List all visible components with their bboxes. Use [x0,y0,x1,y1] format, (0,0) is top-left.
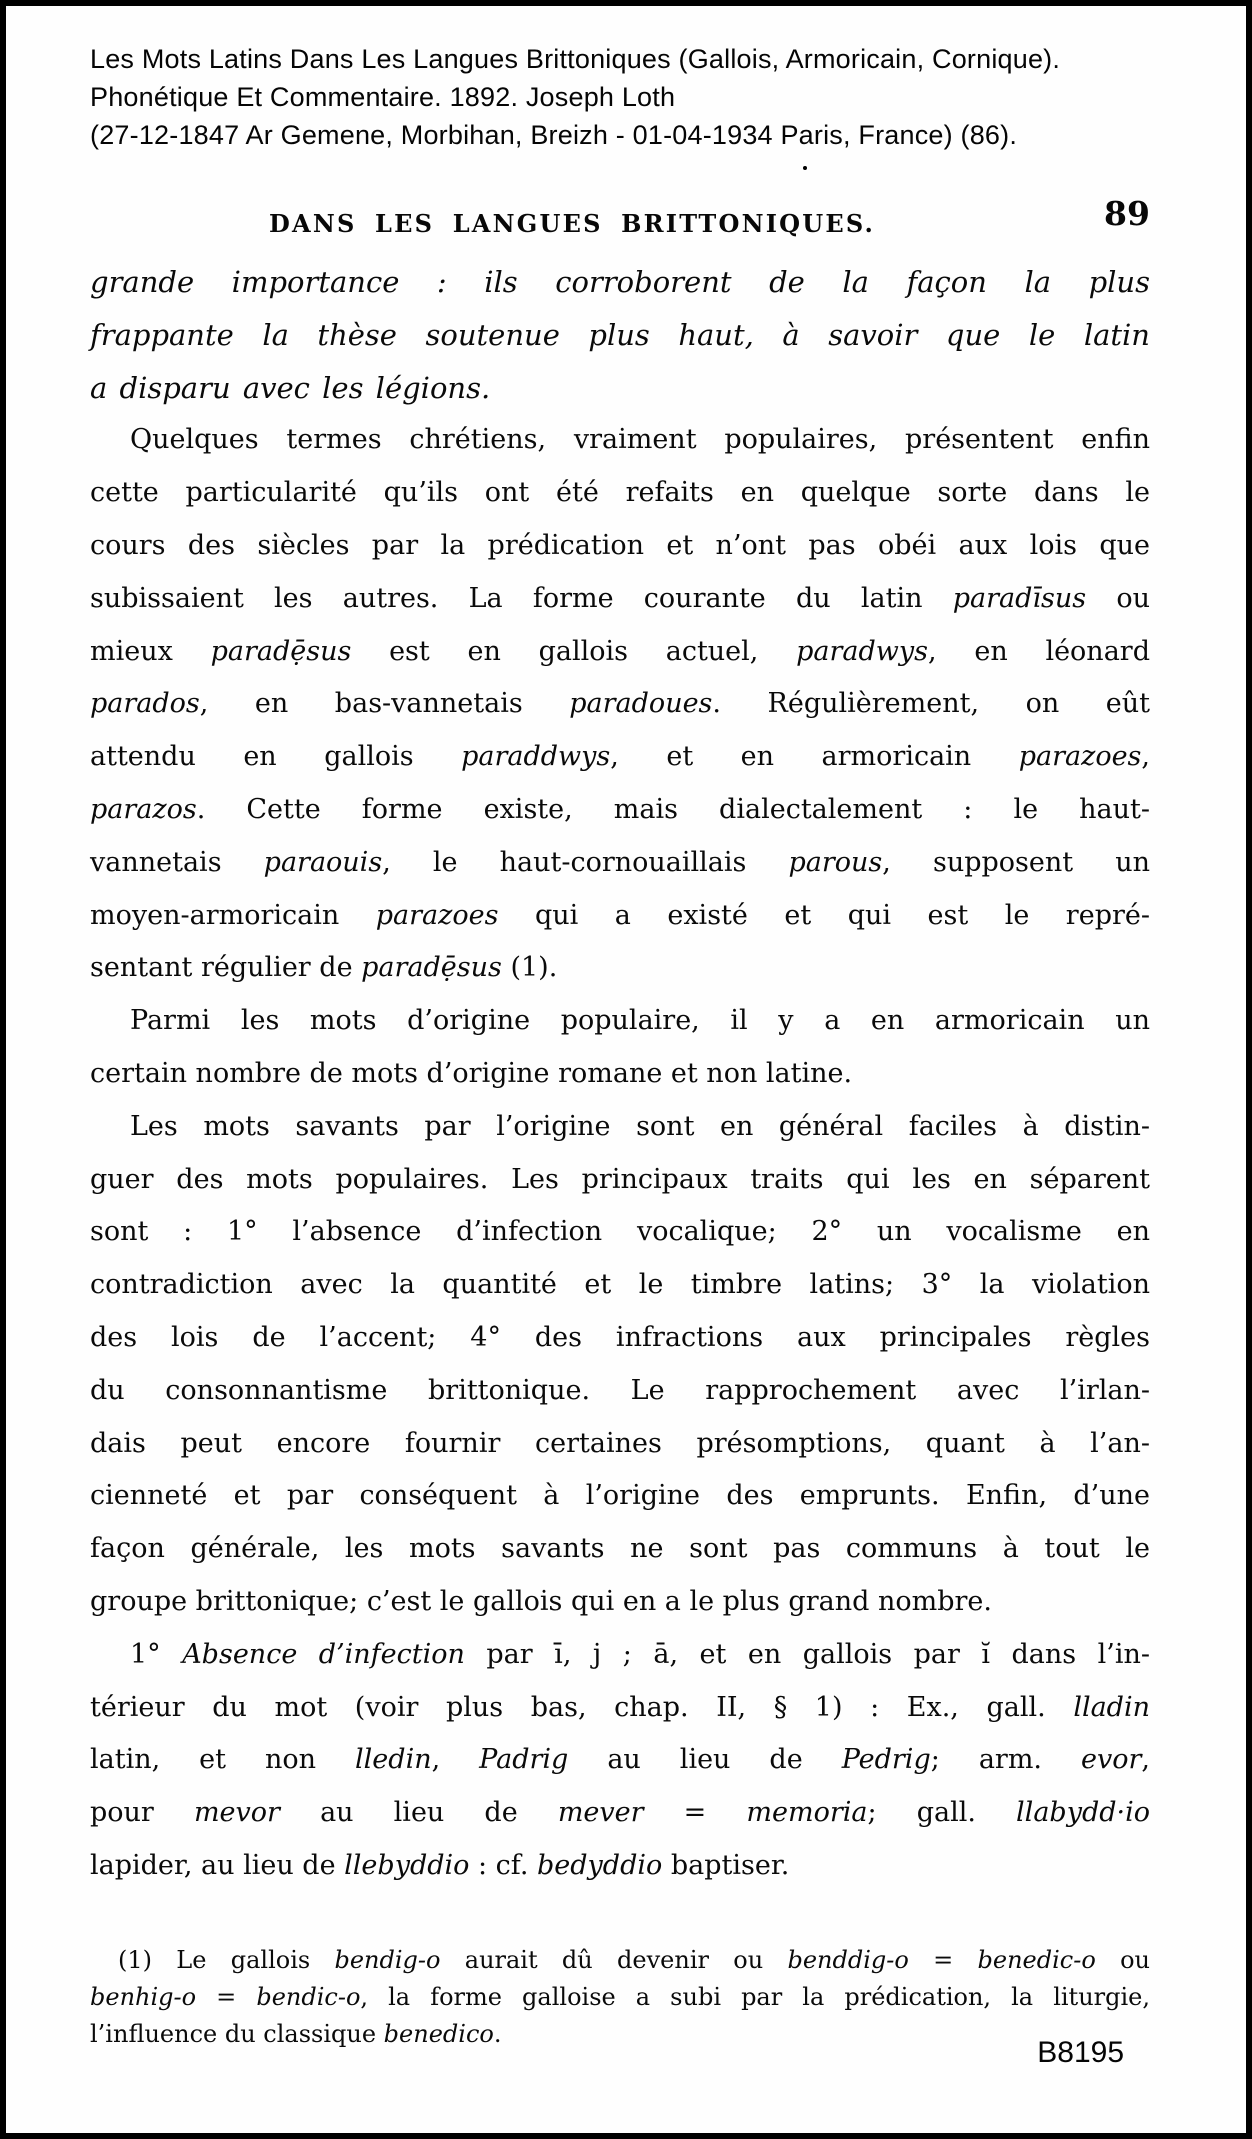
text-line [90,995,1150,1048]
paragraph [90,414,1150,995]
text-run: grande importance : ils corroborent de la façon la plus [90,265,1150,299]
text-run: aurait dû devenir ou [440,1946,788,1974]
italic-run: parous [788,846,883,878]
text-run: l’influence du classique [90,2020,384,2048]
page-number: 89 [1104,194,1150,233]
italic-run: lladin [1073,1691,1150,1723]
italic-run: evor [1081,1744,1142,1776]
text-run: façon générale, les mots savants ne sont pas communs à tout le [90,1533,1150,1565]
text-line [90,1787,1150,1840]
italic-run: paradoues [569,688,713,720]
text-run: au lieu de [279,1797,558,1829]
text-run: , supposent un [882,846,1150,878]
text-run: : cf. [469,1849,537,1881]
text-run: subissaient les autres. La forme courante du latin [90,582,953,614]
text-line [90,1576,1150,1629]
text-run: certain nombre de mots d’origine romane et non latine. [90,1057,853,1089]
text-line [90,942,1150,995]
text-line [90,414,1150,467]
italic-run: parazoes [375,899,499,931]
text-run: au lieu de [568,1744,842,1776]
text-run: térieur du mot (voir plus bas, chap. II, § 1) : Ex., gall. [90,1691,1074,1723]
text-line [90,1734,1150,1787]
paragraph [90,1942,1150,2053]
text-line [90,573,1150,626]
text-run: Les mots savants par l’origine sont en général faciles à distin- [130,1110,1150,1142]
italic-run: paradẹ̄sus [210,635,352,667]
text-run: a disparu avec les légions. [90,370,491,405]
italic-run: paraouis [263,846,383,878]
scan-speck [803,166,807,170]
text-run: frappante la thèse soutenue plus haut, à savoir que le latin [90,317,1150,352]
italic-run: bendig-o [334,1946,441,1974]
italic-run: benedico [383,2020,494,2048]
italic-run: mever [557,1797,644,1829]
italic-run: parados [90,688,200,720]
text-line [90,1682,1150,1735]
text-line [90,1154,1150,1207]
text-line [90,2016,1150,2053]
text-run: par ī, j ; ā, et en gallois par ĭ dans l’in- [464,1638,1151,1670]
italic-run: Absence d’infection [182,1638,465,1670]
text-run: . Cette forme existe, mais dialectalement : le haut- [196,793,1150,825]
text-run: , et en armoricain [610,741,1019,773]
text-line [90,890,1150,943]
text-run: mieux [90,635,211,667]
text-run: lapider, au lieu de [90,1849,345,1881]
text-run: dais peut encore fournir certaines présomptions, quant à l’an- [90,1427,1150,1459]
text-run: vannetais [90,846,264,878]
text-run: Parmi les mots d’origine populaire, il y a en armoricain un [130,1005,1150,1037]
catalog-header [90,40,1170,154]
text-run: (1). [501,952,558,984]
text-run: ; gall. [867,1797,1017,1829]
italic-run: bendic-o [256,1983,361,2011]
text-run: = [196,1983,257,2011]
italic-run: paradẹ̄sus [361,952,502,984]
text-line [90,309,1150,362]
footnote [90,1942,1150,2053]
paragraph [90,256,1150,414]
text-run: sentant régulier de [90,952,362,984]
italic-run: parazos [90,793,197,825]
italic-run: benhig-o [90,1983,197,2011]
text-run: . [493,2020,502,2048]
text-line [90,1259,1150,1312]
text-run: pour [90,1797,194,1829]
italic-run: paradwys [796,635,929,667]
text-run: est en gallois actuel, [351,635,797,667]
text-run: , la forme galloise a subi par la prédication, la liturgie, [360,1983,1150,2011]
italic-run: Pedrig [841,1744,931,1776]
text-run: latin, et non [90,1744,356,1776]
text-run: , [1141,1744,1150,1776]
catalog-header-line: Phonétique Et Commentaire. 1892. Joseph Loth [90,82,676,112]
text-line [90,784,1150,837]
text-run: ; arm. [930,1744,1081,1776]
text-line [90,1048,1150,1101]
text-line [90,520,1150,573]
text-line [90,1206,1150,1259]
text-run: , en léonard [928,635,1150,667]
text-line [90,1418,1150,1471]
text-run: (1) Le gallois [118,1946,335,1974]
text-line [90,1365,1150,1418]
text-line [90,837,1150,890]
shelfmark-stamp: B8195 [1037,2036,1124,2069]
text-line [90,362,1150,415]
text-run: cienneté et par conséquent à l’origine des emprunts. Enfin, d’une [90,1480,1150,1512]
paragraph [90,995,1150,1101]
text-run: du consonnantisme brittonique. Le rapprochement avec l’irlan- [90,1374,1150,1406]
text-line [90,1523,1150,1576]
italic-run: benddig-o [787,1946,909,1974]
italic-run: llebyddio [344,1849,470,1881]
text-run: contradiction avec la quantité et le timbre latins; 3° la violation [90,1269,1150,1301]
text-run: , [1141,741,1150,773]
text-run: attendu en gallois [90,741,462,773]
text-run: 1° [130,1638,183,1670]
text-run: ou [1086,582,1150,614]
text-line [90,1470,1150,1523]
italic-run: lledin [355,1744,432,1776]
text-run: , [431,1744,480,1776]
text-run: , en bas-vannetais [199,688,570,720]
text-run: moyen-armoricain [90,899,376,931]
text-run: = [643,1797,747,1829]
text-run: guer des mots populaires. Les principaux traits qui les en séparent [90,1163,1150,1195]
body-text [90,256,1150,1893]
text-line [90,467,1150,520]
text-run: ou [1095,1946,1150,1974]
text-line [90,731,1150,784]
italic-run: paraddwys [461,741,611,773]
text-line [90,1629,1150,1682]
text-run: baptiser. [662,1849,790,1881]
text-run: des lois de l’accent; 4° des infractions aux principales règles [90,1321,1150,1353]
italic-run: paradīsus [952,582,1087,614]
text-line [90,1101,1150,1154]
text-line [90,678,1150,731]
text-line [90,1312,1150,1365]
italic-run: memoria [746,1797,868,1829]
text-run: = [908,1946,978,1974]
text-run: cette particularité qu’ils ont été refaits en quelque sorte dans le [90,477,1150,509]
text-run: groupe brittonique; c’est le gallois qui en a le plus grand nombre. [90,1585,992,1617]
text-run: qui a existé et qui est le repré- [498,899,1150,931]
text-run: , le haut-cornouaillais [382,846,789,878]
text-run: sont : 1° l’absence d’infection vocalique; 2° un vocalisme en [90,1216,1150,1248]
italic-run: benedic-o [977,1946,1096,1974]
paragraph [90,1629,1150,1893]
text-line [90,1942,1150,1979]
catalog-header-line: (27-12-1847 Ar Gemene, Morbihan, Breizh - 01-04-1934 Paris, France) (86). [90,120,1018,150]
italic-run: Padrig [479,1744,569,1776]
text-run: cours des siècles par la prédication et n’ont pas obéi aux lois que [90,529,1150,561]
italic-run: parazoes [1018,741,1142,773]
italic-run: llabydd·io [1016,1797,1150,1829]
text-run: . Régulièrement, on eût [712,688,1150,720]
italic-run: mevor [193,1797,280,1829]
text-line [90,1979,1150,2016]
paragraph [90,1101,1150,1629]
text-run: Quelques termes chrétiens, vraiment populaires, présentent enfin [130,424,1150,456]
text-line [90,1840,1150,1893]
text-line [90,256,1150,309]
running-head-title: DANS LES LANGUES BRITTONIQUES. [269,209,876,238]
catalog-header-line: Les Mots Latins Dans Les Langues Brittoniques (Gallois, Armoricain, Cornique). [90,44,1061,74]
text-line [90,626,1150,679]
italic-run: bedyddio [537,1849,663,1881]
